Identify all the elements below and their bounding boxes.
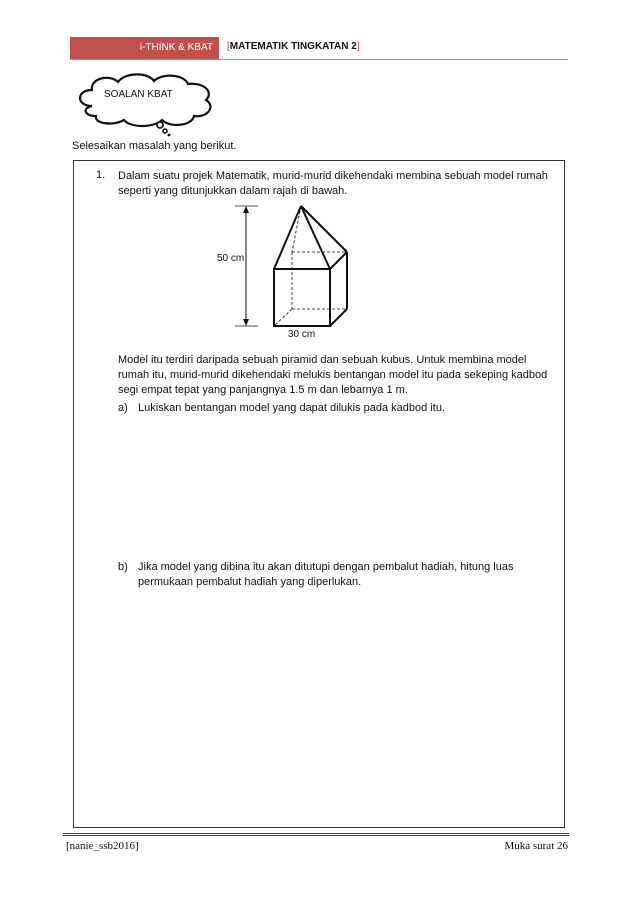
- cloud-label: SOALAN KBAT: [104, 89, 173, 100]
- height-label: 50 cm: [217, 253, 245, 264]
- thought-cloud-icon: [70, 68, 220, 138]
- header-divider: [70, 59, 568, 60]
- footer-divider: [63, 833, 569, 836]
- question-paragraph: Model itu terdiri daripada sebuah piramid dan sebuah kubus. Untuk membina model rumah itu, murid-murid dikehendaki melukis bentangan model itu pada sekeping kadbod segi empat tepat yang panjangnya 1.5 m dan lebarnya 1 m.: [118, 354, 548, 396]
- instruction-text: Selesaikan masalah yang berikut.: [72, 140, 237, 152]
- part-b-label: b): [118, 561, 128, 573]
- question-text: Dalam suatu projek Matematik, murid-murid dikehendaki membina sebuah model rumah seperti yang ditunjukkan dalam rajah di bawah.: [118, 170, 548, 197]
- footer-page-number: Muka surat 26: [504, 840, 568, 852]
- part-b: [118, 560, 548, 594]
- header-tab-label: i-THINK & KBAT: [139, 42, 213, 53]
- header-tab: [70, 37, 219, 59]
- footer-author: [nanie_ssb2016]: [66, 840, 139, 852]
- part-a-text: Lukiskan bentangan model yang dapat dilukis pada kadbod itu.: [138, 402, 446, 414]
- part-a: [118, 401, 548, 421]
- header-bracket-open: [: [227, 41, 230, 52]
- header-bracket-close: ]: [356, 41, 360, 52]
- header-title: [227, 41, 360, 52]
- header-title-text: MATEMATIK TINGKATAN 2: [229, 41, 357, 52]
- width-label: 30 cm: [288, 329, 316, 340]
- part-a-label: a): [118, 402, 128, 414]
- question-number: 1.: [96, 169, 106, 181]
- part-b-text: Jika model yang dibina itu akan ditutupi dengan pembalut hadiah, hitung luas permukaan pembalut hadiah yang diperlukan.: [138, 561, 514, 588]
- house-model-figure: [200, 196, 370, 346]
